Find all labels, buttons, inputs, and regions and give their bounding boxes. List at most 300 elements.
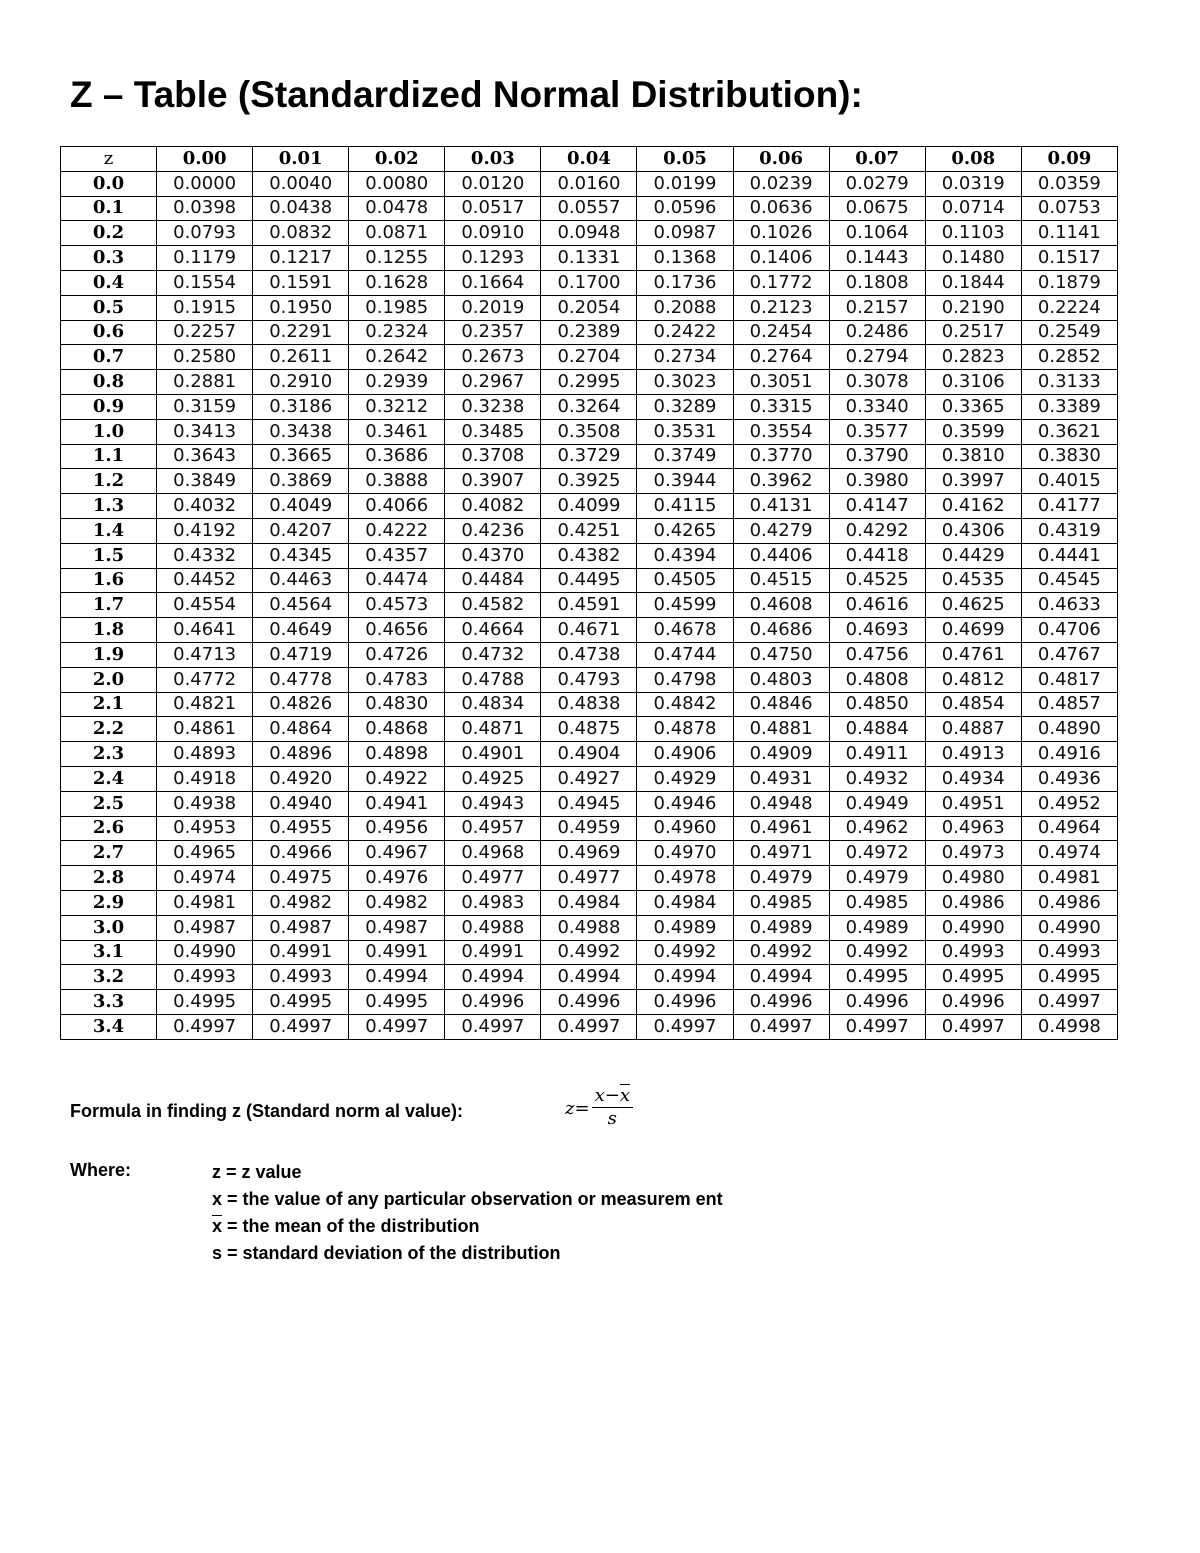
table-cell: 0.4927 bbox=[541, 766, 637, 791]
formula-fraction bbox=[592, 1086, 633, 1130]
table-cell: 0.3770 bbox=[733, 444, 829, 469]
table-cell: 0.3810 bbox=[925, 444, 1021, 469]
table-cell: 0.3665 bbox=[253, 444, 349, 469]
table-cell: 0.4904 bbox=[541, 742, 637, 767]
table-cell: 0.3238 bbox=[445, 394, 541, 419]
column-header: 0.09 bbox=[1021, 147, 1117, 172]
table-cell: 0.4922 bbox=[349, 766, 445, 791]
table-row bbox=[61, 717, 1118, 742]
table-cell: 0.0557 bbox=[541, 196, 637, 221]
table-cell: 0.0319 bbox=[925, 171, 1021, 196]
table-cell: 0.4706 bbox=[1021, 618, 1117, 643]
table-cell: 0.0000 bbox=[157, 171, 253, 196]
table-row bbox=[61, 593, 1118, 618]
table-row bbox=[61, 518, 1118, 543]
row-z-value: 0.6 bbox=[61, 320, 157, 345]
table-row bbox=[61, 667, 1118, 692]
table-cell: 0.4992 bbox=[829, 940, 925, 965]
table-cell: 0.4115 bbox=[637, 494, 733, 519]
table-cell: 0.3508 bbox=[541, 419, 637, 444]
table-cell: 0.4996 bbox=[829, 990, 925, 1015]
column-header: 0.00 bbox=[157, 147, 253, 172]
table-cell: 0.4997 bbox=[1021, 990, 1117, 1015]
table-cell: 0.2673 bbox=[445, 345, 541, 370]
table-cell: 0.4992 bbox=[637, 940, 733, 965]
table-cell: 0.0675 bbox=[829, 196, 925, 221]
table-cell: 0.4968 bbox=[445, 841, 541, 866]
table-cell: 0.4382 bbox=[541, 543, 637, 568]
table-cell: 0.4992 bbox=[541, 940, 637, 965]
table-cell: 0.4940 bbox=[253, 791, 349, 816]
table-cell: 0.4251 bbox=[541, 518, 637, 543]
table-cell: 0.4948 bbox=[733, 791, 829, 816]
table-cell: 0.4147 bbox=[829, 494, 925, 519]
table-cell: 0.0199 bbox=[637, 171, 733, 196]
table-cell: 0.1628 bbox=[349, 270, 445, 295]
table-row bbox=[61, 171, 1118, 196]
table-row bbox=[61, 618, 1118, 643]
table-cell: 0.4957 bbox=[445, 816, 541, 841]
table-cell: 0.2549 bbox=[1021, 320, 1117, 345]
table-row bbox=[61, 766, 1118, 791]
table-cell: 0.4846 bbox=[733, 692, 829, 717]
table-cell: 0.4890 bbox=[1021, 717, 1117, 742]
column-header: 0.04 bbox=[541, 147, 637, 172]
table-cell: 0.4925 bbox=[445, 766, 541, 791]
table-cell: 0.4429 bbox=[925, 543, 1021, 568]
table-row bbox=[61, 419, 1118, 444]
table-cell: 0.3531 bbox=[637, 419, 733, 444]
table-cell: 0.4896 bbox=[253, 742, 349, 767]
table-cell: 0.4788 bbox=[445, 667, 541, 692]
table-cell: 0.4996 bbox=[445, 990, 541, 1015]
table-cell: 0.1026 bbox=[733, 221, 829, 246]
table-cell: 0.3944 bbox=[637, 469, 733, 494]
table-cell: 0.4505 bbox=[637, 568, 733, 593]
table-cell: 0.4207 bbox=[253, 518, 349, 543]
table-cell: 0.4952 bbox=[1021, 791, 1117, 816]
table-cell: 0.3729 bbox=[541, 444, 637, 469]
table-cell: 0.4980 bbox=[925, 866, 1021, 891]
column-header: 0.06 bbox=[733, 147, 829, 172]
formula-label: Formula in finding z (Standard norm al value): bbox=[70, 1101, 464, 1121]
table-cell: 0.2422 bbox=[637, 320, 733, 345]
row-z-value: 2.9 bbox=[61, 890, 157, 915]
table-cell: 0.4929 bbox=[637, 766, 733, 791]
table-cell: 0.4554 bbox=[157, 593, 253, 618]
table-cell: 0.1554 bbox=[157, 270, 253, 295]
table-cell: 0.4995 bbox=[1021, 965, 1117, 990]
table-cell: 0.0636 bbox=[733, 196, 829, 221]
table-cell: 0.4834 bbox=[445, 692, 541, 717]
definition-item bbox=[212, 1213, 723, 1240]
table-cell: 0.3212 bbox=[349, 394, 445, 419]
table-cell: 0.4986 bbox=[925, 890, 1021, 915]
table-row bbox=[61, 791, 1118, 816]
table-cell: 0.4898 bbox=[349, 742, 445, 767]
column-header: 0.05 bbox=[637, 147, 733, 172]
table-cell: 0.4990 bbox=[157, 940, 253, 965]
table-cell: 0.4082 bbox=[445, 494, 541, 519]
page-title: Z – Table (Standardized Normal Distribution): bbox=[70, 74, 863, 115]
table-cell: 0.0120 bbox=[445, 171, 541, 196]
table-cell: 0.4994 bbox=[445, 965, 541, 990]
table-cell: 0.4817 bbox=[1021, 667, 1117, 692]
table-cell: 0.4881 bbox=[733, 717, 829, 742]
table-cell: 0.4988 bbox=[541, 915, 637, 940]
table-cell: 0.4974 bbox=[1021, 841, 1117, 866]
table-cell: 0.4977 bbox=[541, 866, 637, 891]
table-cell: 0.4778 bbox=[253, 667, 349, 692]
table-cell: 0.4864 bbox=[253, 717, 349, 742]
table-cell: 0.4962 bbox=[829, 816, 925, 841]
row-z-value: 2.8 bbox=[61, 866, 157, 891]
table-cell: 0.4726 bbox=[349, 642, 445, 667]
table-cell: 0.4719 bbox=[253, 642, 349, 667]
table-cell: 0.4963 bbox=[925, 816, 1021, 841]
z-formula bbox=[565, 1086, 633, 1130]
row-z-value: 0.2 bbox=[61, 221, 157, 246]
table-cell: 0.1331 bbox=[541, 246, 637, 271]
table-cell: 0.4332 bbox=[157, 543, 253, 568]
table-cell: 0.3078 bbox=[829, 370, 925, 395]
table-cell: 0.4901 bbox=[445, 742, 541, 767]
table-cell: 0.4032 bbox=[157, 494, 253, 519]
table-cell: 0.2967 bbox=[445, 370, 541, 395]
table-cell: 0.1844 bbox=[925, 270, 1021, 295]
table-cell: 0.4633 bbox=[1021, 593, 1117, 618]
where-label: Where: bbox=[70, 1160, 132, 1180]
table-cell: 0.3708 bbox=[445, 444, 541, 469]
table-cell: 0.1480 bbox=[925, 246, 1021, 271]
table-cell: 0.4956 bbox=[349, 816, 445, 841]
table-row bbox=[61, 444, 1118, 469]
column-header: 0.07 bbox=[829, 147, 925, 172]
table-cell: 0.4965 bbox=[157, 841, 253, 866]
table-cell: 0.4995 bbox=[253, 990, 349, 1015]
table-cell: 0.4878 bbox=[637, 717, 733, 742]
table-cell: 0.4177 bbox=[1021, 494, 1117, 519]
table-cell: 0.2454 bbox=[733, 320, 829, 345]
row-z-value: 2.1 bbox=[61, 692, 157, 717]
table-cell: 0.4993 bbox=[925, 940, 1021, 965]
table-cell: 0.1700 bbox=[541, 270, 637, 295]
z-column-header: z bbox=[61, 147, 157, 172]
table-cell: 0.4162 bbox=[925, 494, 1021, 519]
table-cell: 0.4664 bbox=[445, 618, 541, 643]
table-cell: 0.4987 bbox=[253, 915, 349, 940]
table-cell: 0.4678 bbox=[637, 618, 733, 643]
row-z-value: 1.5 bbox=[61, 543, 157, 568]
row-z-value: 0.9 bbox=[61, 394, 157, 419]
table-cell: 0.4959 bbox=[541, 816, 637, 841]
table-cell: 0.4997 bbox=[445, 1014, 541, 1039]
table-cell: 0.2580 bbox=[157, 345, 253, 370]
table-header-row bbox=[61, 147, 1118, 172]
table-cell: 0.1915 bbox=[157, 295, 253, 320]
table-row bbox=[61, 394, 1118, 419]
table-cell: 0.2257 bbox=[157, 320, 253, 345]
definition-text: = z value bbox=[221, 1162, 302, 1182]
table-cell: 0.4656 bbox=[349, 618, 445, 643]
table-cell: 0.4989 bbox=[637, 915, 733, 940]
table-cell: 0.2939 bbox=[349, 370, 445, 395]
row-z-value: 1.9 bbox=[61, 642, 157, 667]
definition-item bbox=[212, 1240, 723, 1267]
table-cell: 0.2486 bbox=[829, 320, 925, 345]
table-cell: 0.4893 bbox=[157, 742, 253, 767]
table-cell: 0.0910 bbox=[445, 221, 541, 246]
table-row bbox=[61, 295, 1118, 320]
table-cell: 0.0596 bbox=[637, 196, 733, 221]
definition-symbol: s bbox=[212, 1243, 223, 1263]
table-cell: 0.2995 bbox=[541, 370, 637, 395]
table-cell: 0.4916 bbox=[1021, 742, 1117, 767]
table-cell: 0.3264 bbox=[541, 394, 637, 419]
table-cell: 0.4934 bbox=[925, 766, 1021, 791]
table-cell: 0.2123 bbox=[733, 295, 829, 320]
table-cell: 0.3621 bbox=[1021, 419, 1117, 444]
table-cell: 0.4564 bbox=[253, 593, 349, 618]
table-cell: 0.1406 bbox=[733, 246, 829, 271]
table-cell: 0.4732 bbox=[445, 642, 541, 667]
table-row bbox=[61, 1014, 1118, 1039]
definition-symbol: $\overline{x}$ bbox=[212, 1216, 223, 1236]
table-cell: 0.4995 bbox=[157, 990, 253, 1015]
table-cell: 0.4783 bbox=[349, 667, 445, 692]
table-cell: 0.3413 bbox=[157, 419, 253, 444]
table-cell: 0.4986 bbox=[1021, 890, 1117, 915]
table-cell: 0.1217 bbox=[253, 246, 349, 271]
table-cell: 0.4906 bbox=[637, 742, 733, 767]
table-cell: 0.4066 bbox=[349, 494, 445, 519]
table-cell: 0.3869 bbox=[253, 469, 349, 494]
table-cell: 0.4599 bbox=[637, 593, 733, 618]
table-cell: 0.1664 bbox=[445, 270, 541, 295]
table-row bbox=[61, 816, 1118, 841]
table-cell: 0.2324 bbox=[349, 320, 445, 345]
table-cell: 0.4979 bbox=[829, 866, 925, 891]
table-cell: 0.4973 bbox=[925, 841, 1021, 866]
table-cell: 0.2794 bbox=[829, 345, 925, 370]
table-cell: 0.4830 bbox=[349, 692, 445, 717]
table-cell: 0.1591 bbox=[253, 270, 349, 295]
table-cell: 0.4887 bbox=[925, 717, 1021, 742]
table-cell: 0.0753 bbox=[1021, 196, 1117, 221]
table-cell: 0.4911 bbox=[829, 742, 925, 767]
table-cell: 0.4997 bbox=[541, 1014, 637, 1039]
table-cell: 0.2389 bbox=[541, 320, 637, 345]
table-cell: 0.2019 bbox=[445, 295, 541, 320]
row-z-value: 0.4 bbox=[61, 270, 157, 295]
table-cell: 0.4996 bbox=[637, 990, 733, 1015]
table-cell: 0.1293 bbox=[445, 246, 541, 271]
table-cell: 0.0438 bbox=[253, 196, 349, 221]
table-cell: 0.0478 bbox=[349, 196, 445, 221]
table-cell: 0.3997 bbox=[925, 469, 1021, 494]
table-cell: 0.1103 bbox=[925, 221, 1021, 246]
row-z-value: 2.7 bbox=[61, 841, 157, 866]
table-cell: 0.4964 bbox=[1021, 816, 1117, 841]
table-cell: 0.4955 bbox=[253, 816, 349, 841]
table-cell: 0.4984 bbox=[541, 890, 637, 915]
table-cell: 0.4812 bbox=[925, 667, 1021, 692]
table-cell: 0.3980 bbox=[829, 469, 925, 494]
table-cell: 0.4767 bbox=[1021, 642, 1117, 667]
table-cell: 0.4961 bbox=[733, 816, 829, 841]
table-cell: 0.0239 bbox=[733, 171, 829, 196]
table-cell: 0.4535 bbox=[925, 568, 1021, 593]
table-cell: 0.4989 bbox=[733, 915, 829, 940]
table-cell: 0.3599 bbox=[925, 419, 1021, 444]
table-cell: 0.4099 bbox=[541, 494, 637, 519]
table-cell: 0.4970 bbox=[637, 841, 733, 866]
row-z-value: 2.5 bbox=[61, 791, 157, 816]
table-cell: 0.3365 bbox=[925, 394, 1021, 419]
table-cell: 0.4838 bbox=[541, 692, 637, 717]
definition-item bbox=[212, 1186, 723, 1213]
row-z-value: 2.6 bbox=[61, 816, 157, 841]
table-cell: 0.4750 bbox=[733, 642, 829, 667]
table-cell: 0.3925 bbox=[541, 469, 637, 494]
table-cell: 0.4693 bbox=[829, 618, 925, 643]
table-cell: 0.4920 bbox=[253, 766, 349, 791]
table-cell: 0.4981 bbox=[1021, 866, 1117, 891]
table-cell: 0.4983 bbox=[445, 890, 541, 915]
table-cell: 0.4474 bbox=[349, 568, 445, 593]
table-body bbox=[61, 171, 1118, 1039]
table-cell: 0.4738 bbox=[541, 642, 637, 667]
table-cell: 0.4951 bbox=[925, 791, 1021, 816]
formula-lhs: z= bbox=[565, 1097, 590, 1119]
definition-symbol: z bbox=[212, 1162, 221, 1182]
table-cell: 0.4686 bbox=[733, 618, 829, 643]
table-cell: 0.4345 bbox=[253, 543, 349, 568]
table-cell: 0.1985 bbox=[349, 295, 445, 320]
table-cell: 0.3554 bbox=[733, 419, 829, 444]
row-z-value: 0.7 bbox=[61, 345, 157, 370]
table-cell: 0.2704 bbox=[541, 345, 637, 370]
table-row bbox=[61, 543, 1118, 568]
table-row bbox=[61, 915, 1118, 940]
table-row bbox=[61, 469, 1118, 494]
table-cell: 0.4868 bbox=[349, 717, 445, 742]
table-cell: 0.4987 bbox=[157, 915, 253, 940]
table-cell: 0.4997 bbox=[253, 1014, 349, 1039]
table-cell: 0.3186 bbox=[253, 394, 349, 419]
table-cell: 0.4803 bbox=[733, 667, 829, 692]
table-cell: 0.4394 bbox=[637, 543, 733, 568]
table-cell: 0.3749 bbox=[637, 444, 733, 469]
table-cell: 0.3643 bbox=[157, 444, 253, 469]
table-cell: 0.4192 bbox=[157, 518, 253, 543]
table-cell: 0.4969 bbox=[541, 841, 637, 866]
table-cell: 0.2852 bbox=[1021, 345, 1117, 370]
table-cell: 0.3438 bbox=[253, 419, 349, 444]
table-cell: 0.0871 bbox=[349, 221, 445, 246]
table-cell: 0.4699 bbox=[925, 618, 1021, 643]
table-cell: 0.4997 bbox=[349, 1014, 445, 1039]
table-cell: 0.4222 bbox=[349, 518, 445, 543]
table-cell: 0.4966 bbox=[253, 841, 349, 866]
z-table bbox=[60, 146, 1118, 1040]
table-cell: 0.4932 bbox=[829, 766, 925, 791]
table-row bbox=[61, 270, 1118, 295]
formula-numerator bbox=[592, 1086, 633, 1108]
table-cell: 0.4997 bbox=[733, 1014, 829, 1039]
table-cell: 0.4279 bbox=[733, 518, 829, 543]
table-cell: 0.4960 bbox=[637, 816, 733, 841]
table-cell: 0.4857 bbox=[1021, 692, 1117, 717]
table-cell: 0.0359 bbox=[1021, 171, 1117, 196]
table-cell: 0.0987 bbox=[637, 221, 733, 246]
table-cell: 0.4641 bbox=[157, 618, 253, 643]
table-cell: 0.0793 bbox=[157, 221, 253, 246]
table-cell: 0.4484 bbox=[445, 568, 541, 593]
table-cell: 0.3686 bbox=[349, 444, 445, 469]
table-cell: 0.4974 bbox=[157, 866, 253, 891]
table-cell: 0.0080 bbox=[349, 171, 445, 196]
table-row bbox=[61, 990, 1118, 1015]
table-cell: 0.2823 bbox=[925, 345, 1021, 370]
table-cell: 0.4943 bbox=[445, 791, 541, 816]
table-cell: 0.1950 bbox=[253, 295, 349, 320]
table-cell: 0.4826 bbox=[253, 692, 349, 717]
table-cell: 0.4995 bbox=[829, 965, 925, 990]
table-cell: 0.4913 bbox=[925, 742, 1021, 767]
table-cell: 0.4985 bbox=[733, 890, 829, 915]
table-cell: 0.4938 bbox=[157, 791, 253, 816]
table-cell: 0.0517 bbox=[445, 196, 541, 221]
table-cell: 0.1141 bbox=[1021, 221, 1117, 246]
table-cell: 0.4998 bbox=[1021, 1014, 1117, 1039]
table-cell: 0.1879 bbox=[1021, 270, 1117, 295]
table-cell: 0.2190 bbox=[925, 295, 1021, 320]
table-cell: 0.2291 bbox=[253, 320, 349, 345]
table-cell: 0.4997 bbox=[925, 1014, 1021, 1039]
table-cell: 0.3051 bbox=[733, 370, 829, 395]
table-cell: 0.4808 bbox=[829, 667, 925, 692]
table-cell: 0.4793 bbox=[541, 667, 637, 692]
table-cell: 0.4591 bbox=[541, 593, 637, 618]
table-cell: 0.2734 bbox=[637, 345, 733, 370]
column-header: 0.02 bbox=[349, 147, 445, 172]
table-cell: 0.3133 bbox=[1021, 370, 1117, 395]
table-cell: 0.4616 bbox=[829, 593, 925, 618]
table-cell: 0.4945 bbox=[541, 791, 637, 816]
row-z-value: 0.5 bbox=[61, 295, 157, 320]
row-z-value: 3.2 bbox=[61, 965, 157, 990]
table-cell: 0.0398 bbox=[157, 196, 253, 221]
table-cell: 0.3289 bbox=[637, 394, 733, 419]
table-row bbox=[61, 221, 1118, 246]
table-cell: 0.4370 bbox=[445, 543, 541, 568]
table-cell: 0.3461 bbox=[349, 419, 445, 444]
row-z-value: 3.0 bbox=[61, 915, 157, 940]
table-cell: 0.4713 bbox=[157, 642, 253, 667]
row-z-value: 2.2 bbox=[61, 717, 157, 742]
table-cell: 0.1808 bbox=[829, 270, 925, 295]
table-cell: 0.4953 bbox=[157, 816, 253, 841]
table-cell: 0.4987 bbox=[349, 915, 445, 940]
row-z-value: 0.8 bbox=[61, 370, 157, 395]
table-cell: 0.4981 bbox=[157, 890, 253, 915]
table-cell: 0.4996 bbox=[925, 990, 1021, 1015]
table-cell: 0.4319 bbox=[1021, 518, 1117, 543]
table-cell: 0.3888 bbox=[349, 469, 445, 494]
table-row bbox=[61, 866, 1118, 891]
table-cell: 0.4875 bbox=[541, 717, 637, 742]
